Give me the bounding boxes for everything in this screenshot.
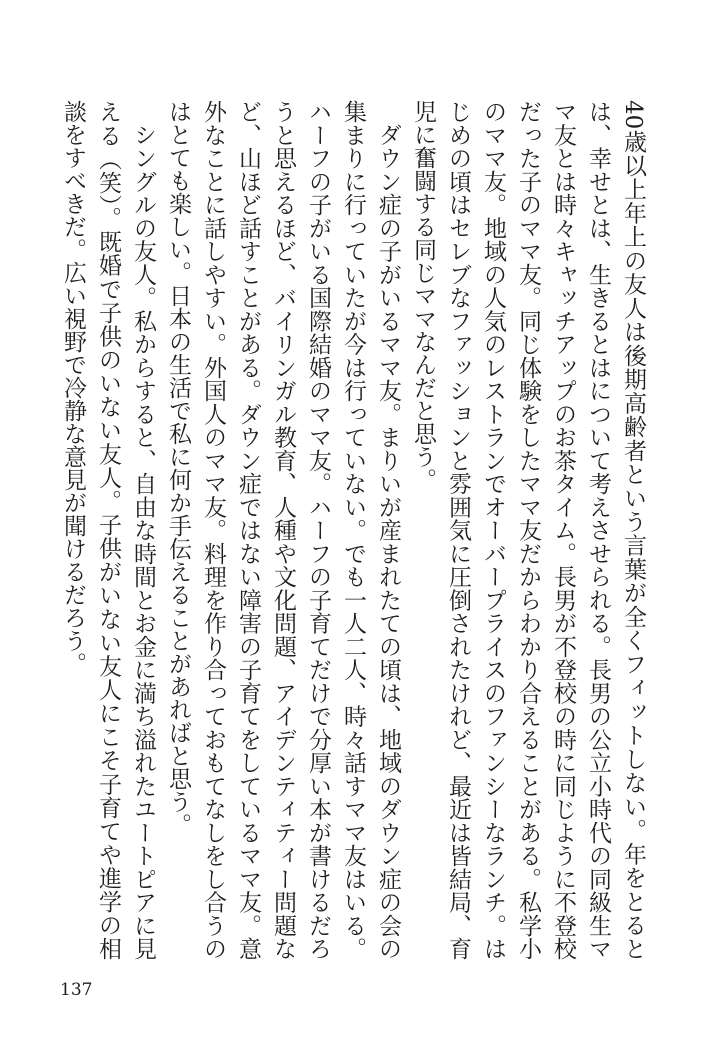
body-text xyxy=(50,100,650,960)
paragraph-3: シングルの友人。私からすると、自由な時間とお金に満ち溢れたユートピアに見える（笑）。既婚で子供のいない友人。子供がいない友人にこそ子育てや進学の相談をすべきだ。広い視野で冷静な意見が聞けるだろう。 xyxy=(60,100,156,960)
page-number: 137 xyxy=(60,980,93,1000)
paragraph-1: 40歳以上年上の友人は後期高齢者という言葉が全くフィットしない。年をとるとは、幸せとは、生きるとはについて考えさせられる。長男の公立小時代の同級生ママ友とは時々キャッチアップのお茶タイム。長男が不登校の時に同じように不登校だった子のママ友。同じ体験をしたママ友だからわかり合えることがある。私学小のママ友。地域の人気のレストランでオーバープライスのファンシーなランチ。はじめの頃はセレブなファッションと雰囲気に圧倒されたけれど、最近は皆結局、育児に奮闘する同じママなんだと思う。 xyxy=(410,100,646,960)
paragraph-2: ダウン症の子がいるママ友。まりいが産まれたての頃は、地域のダウン症の会の集まりに行っていたが今は行っていない。でも一人二人、時々話すママ友はいる。ハーフの子がいる国際結婚のママ友。ハーフの子育てだけで分厚い本が書けるだろうと思えるほど、バイリンガル教育、人種や文化問題、アイデンティティー問題など、山ほど話すことがある。ダウン症ではない障害の子育てをしているママ友。意外なことに話しやすい。外国人のママ友。料理を作り合っておもてなしをし合うのはとても楽しい。日本の生活で私に何か手伝えることがあればと思う。 xyxy=(165,100,401,960)
